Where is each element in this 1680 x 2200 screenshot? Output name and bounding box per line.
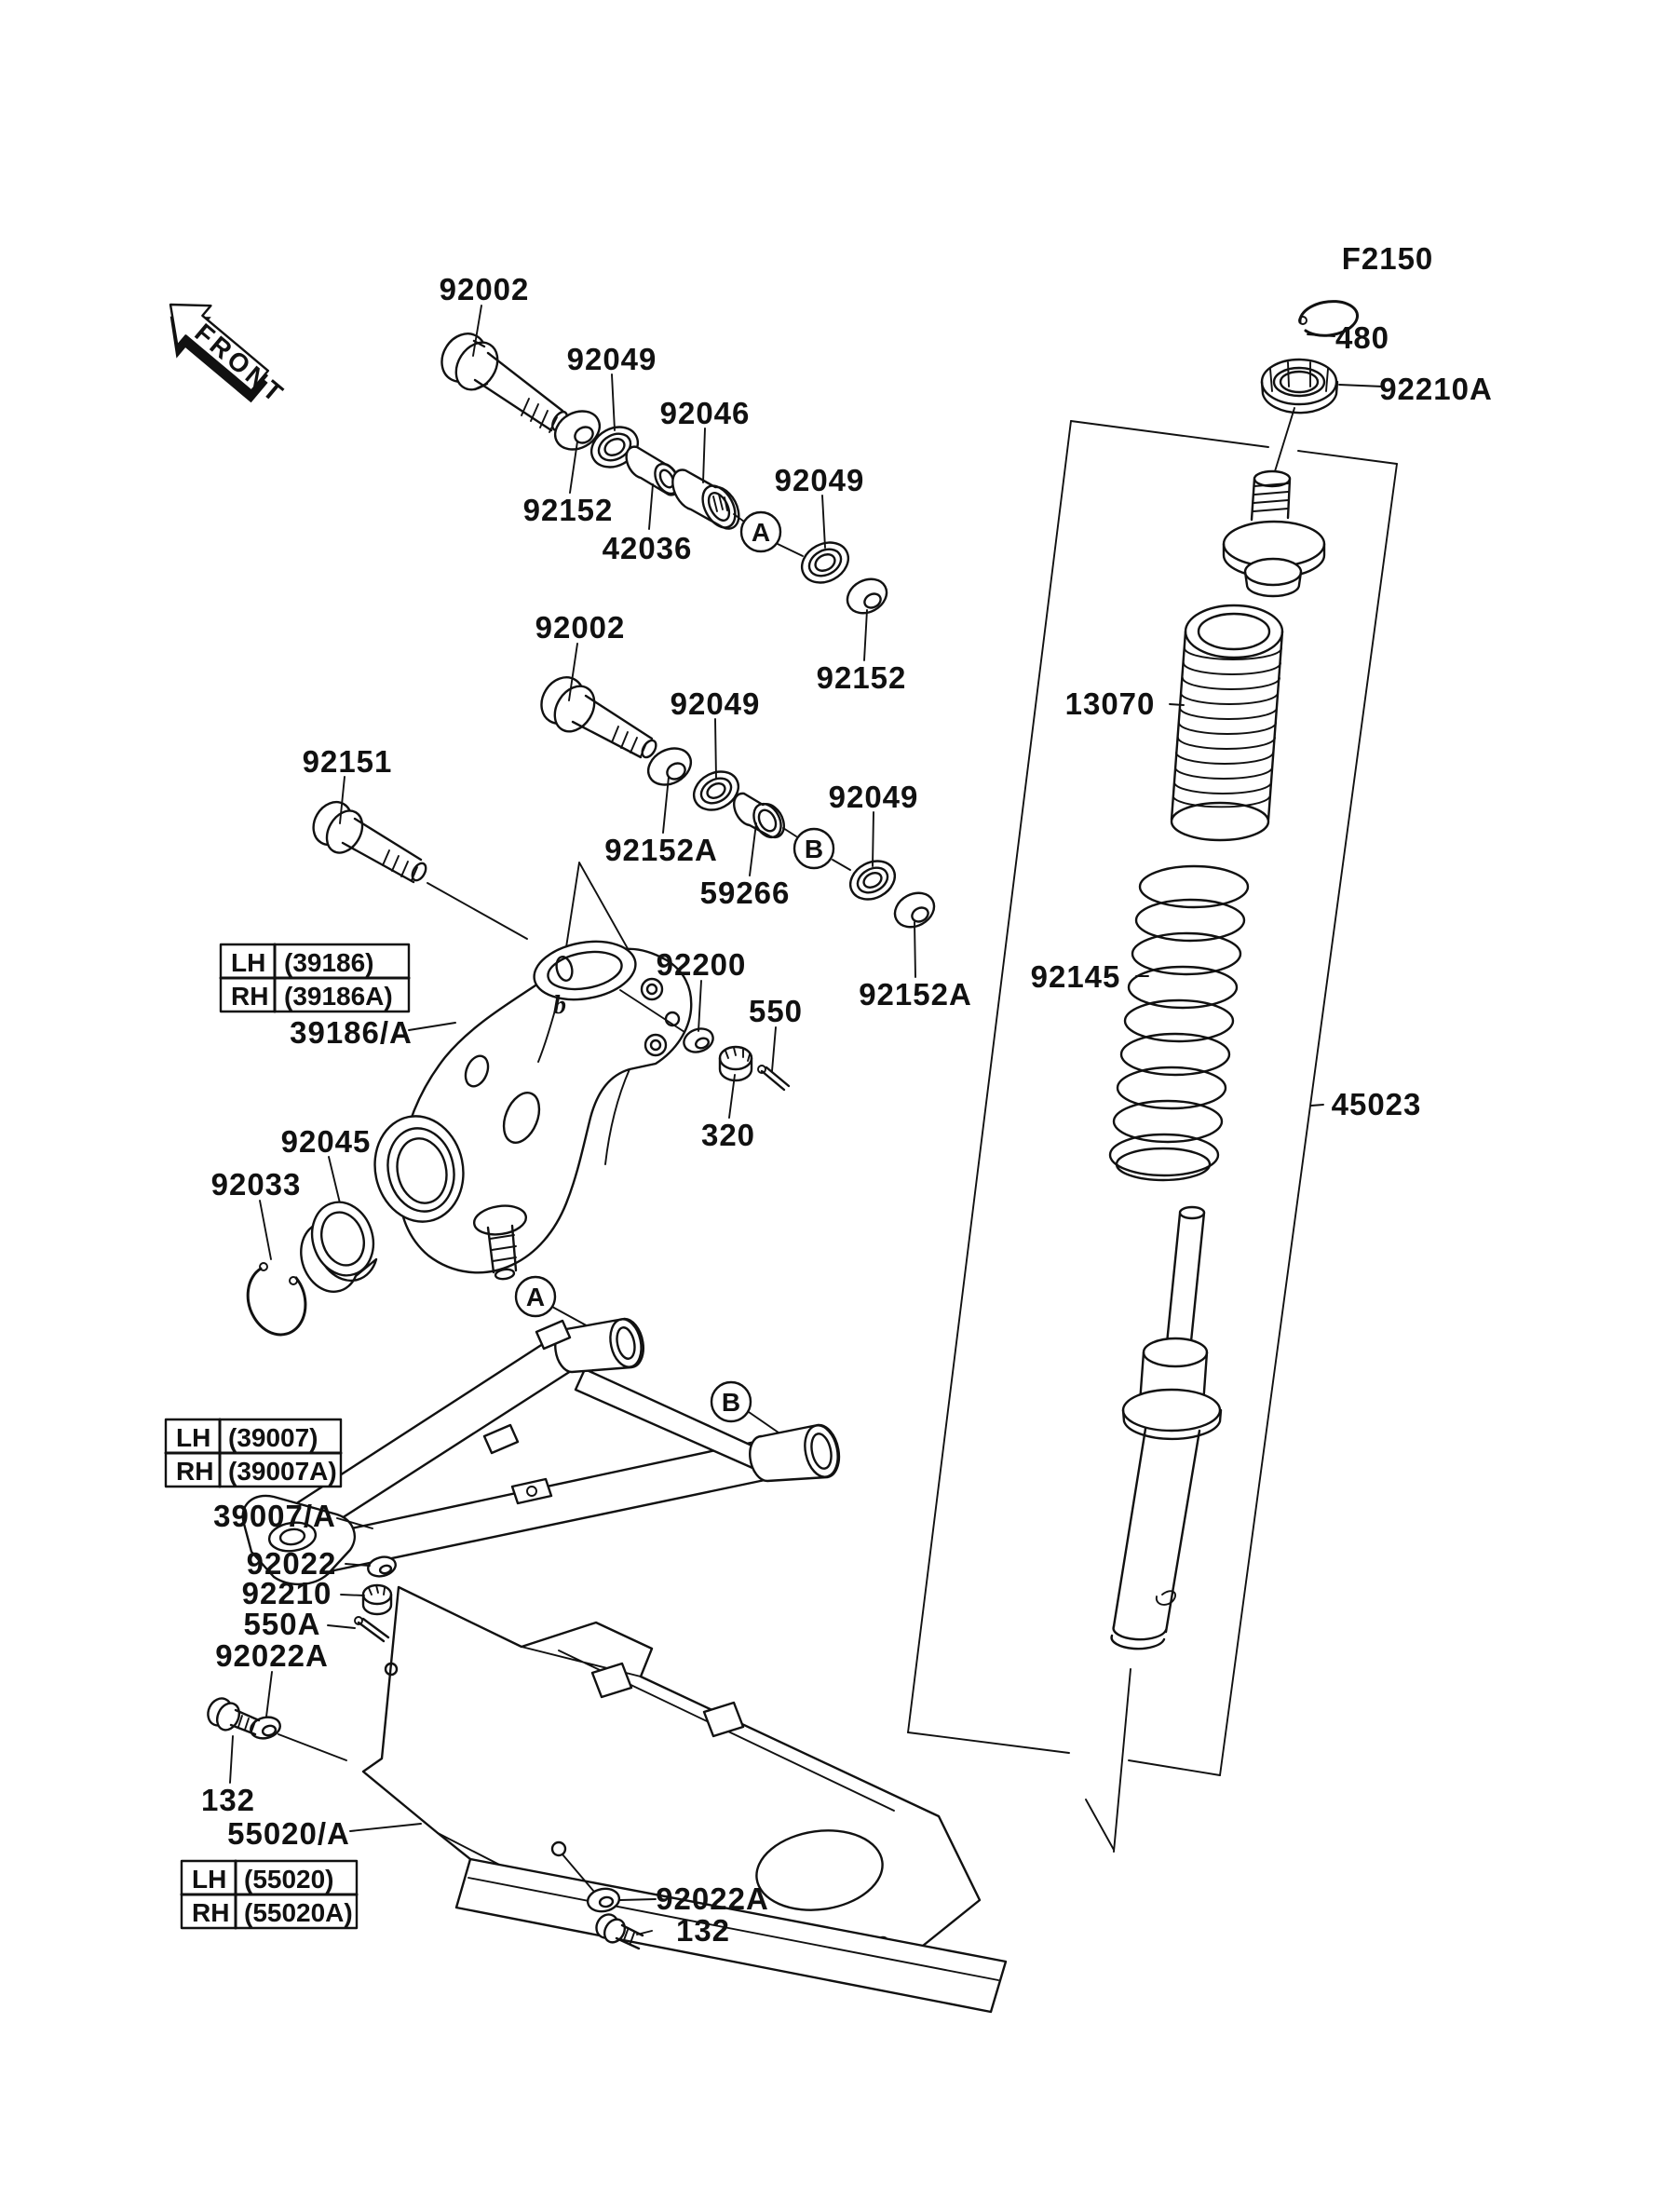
table-guard-lh-val: (55020) (244, 1865, 334, 1894)
front-direction-arrow (146, 285, 298, 427)
second-pivot-bolt (533, 670, 658, 760)
label-132-1: 132 (200, 1783, 256, 1817)
ref-a-arm-label: A (525, 1283, 546, 1311)
shock-boot-13070 (1172, 605, 1282, 840)
needle-bearing (672, 470, 741, 534)
shock-top-mount (1224, 471, 1324, 596)
table-knuckle-rh: RH (231, 982, 269, 1011)
front-arrow-label: FRONT (189, 318, 291, 410)
ref-circle-b-parts-row (783, 828, 850, 870)
label-92046: 92046 (659, 396, 751, 430)
ref-circle-a-arm (516, 1277, 591, 1328)
table-guard-lh: LH (192, 1865, 227, 1894)
figure-code: F2150 (1341, 241, 1434, 276)
ref-b-arm-label: B (721, 1388, 741, 1417)
label-92022a-1: 92022A (215, 1638, 329, 1673)
castle-nut-320 (720, 1047, 752, 1080)
guard-plate (363, 1587, 1006, 2012)
table-arm-lh: LH (176, 1423, 211, 1452)
table-guard-rh: RH (192, 1898, 230, 1927)
table-guard-rh-val: (55020A) (244, 1898, 353, 1927)
wheel-bearing-92045 (301, 1194, 383, 1292)
label-45023: 45023 (1331, 1087, 1422, 1121)
table-knuckle-lh-val: (39186) (284, 948, 374, 977)
second-washer-inner (642, 741, 697, 792)
ref-circle-b-arm (711, 1382, 788, 1439)
knuckle-b-marker: b (553, 991, 566, 1020)
table-knuckle-rh-val: (39186A) (284, 982, 393, 1011)
label-92152-2: 92152 (816, 660, 907, 695)
arm-castle-nut-92210 (363, 1585, 391, 1614)
label-320: 320 (700, 1118, 756, 1152)
table-arm-lh-rh (166, 1419, 341, 1487)
label-550a: 550A (243, 1607, 321, 1641)
label-92045: 92045 (280, 1124, 372, 1159)
ref-circle-a-parts-row (734, 512, 803, 556)
label-55020a: 55020/A (227, 1816, 350, 1851)
label-550: 550 (748, 994, 804, 1028)
table-arm-rh-val: (39007A) (228, 1457, 337, 1486)
label-92022: 92022 (246, 1546, 337, 1581)
label-92152a-2: 92152A (859, 977, 972, 1012)
upper-pivot-bolt (433, 325, 570, 432)
label-92210: 92210 (241, 1576, 332, 1610)
ref-a-label: A (751, 518, 771, 547)
arm-bushing (734, 794, 786, 842)
ref-b-label: B (804, 835, 824, 863)
cotter-pin-550 (758, 1066, 789, 1090)
arm-cotter-pin-550a (355, 1617, 388, 1641)
knuckle-pivot-bolt-92151 (306, 795, 527, 939)
table-knuckle-lh-rh (221, 944, 409, 1012)
shock-spring-92145 (1110, 866, 1248, 1180)
table-arm-rh: RH (176, 1457, 214, 1486)
table-guard-lh-rh (182, 1861, 357, 1928)
label-92049-4: 92049 (828, 780, 919, 814)
label-92210a: 92210A (1379, 372, 1493, 406)
label-13070: 13070 (1064, 686, 1156, 721)
label-92022a-2: 92022A (656, 1881, 769, 1916)
label-132-2: 132 (675, 1913, 731, 1948)
table-knuckle-lh: LH (231, 948, 266, 977)
label-92049-3: 92049 (670, 686, 761, 721)
guard-washer-92022a-left (249, 1714, 346, 1760)
label-92152a-1: 92152A (604, 833, 718, 867)
label-92002-upper: 92002 (439, 272, 530, 306)
label-92033: 92033 (210, 1167, 302, 1202)
label-92200: 92200 (656, 947, 747, 982)
label-92145: 92145 (1030, 959, 1121, 994)
label-39186a: 39186/A (290, 1015, 413, 1050)
label-92152-1: 92152 (522, 493, 614, 527)
label-42036: 42036 (602, 531, 693, 565)
table-arm-lh-val: (39007) (228, 1423, 318, 1452)
label-480: 480 (1335, 320, 1390, 355)
snap-ring-92033 (248, 1263, 305, 1335)
shock-damper-body (1112, 1207, 1221, 1649)
label-92151: 92151 (302, 744, 393, 779)
label-92002-lower: 92002 (535, 610, 626, 645)
label-39007a: 39007/A (213, 1499, 336, 1533)
label-92049-2: 92049 (774, 463, 865, 497)
steering-knuckle (365, 934, 691, 1280)
label-59266: 59266 (699, 876, 791, 910)
label-92049-1: 92049 (566, 342, 657, 376)
